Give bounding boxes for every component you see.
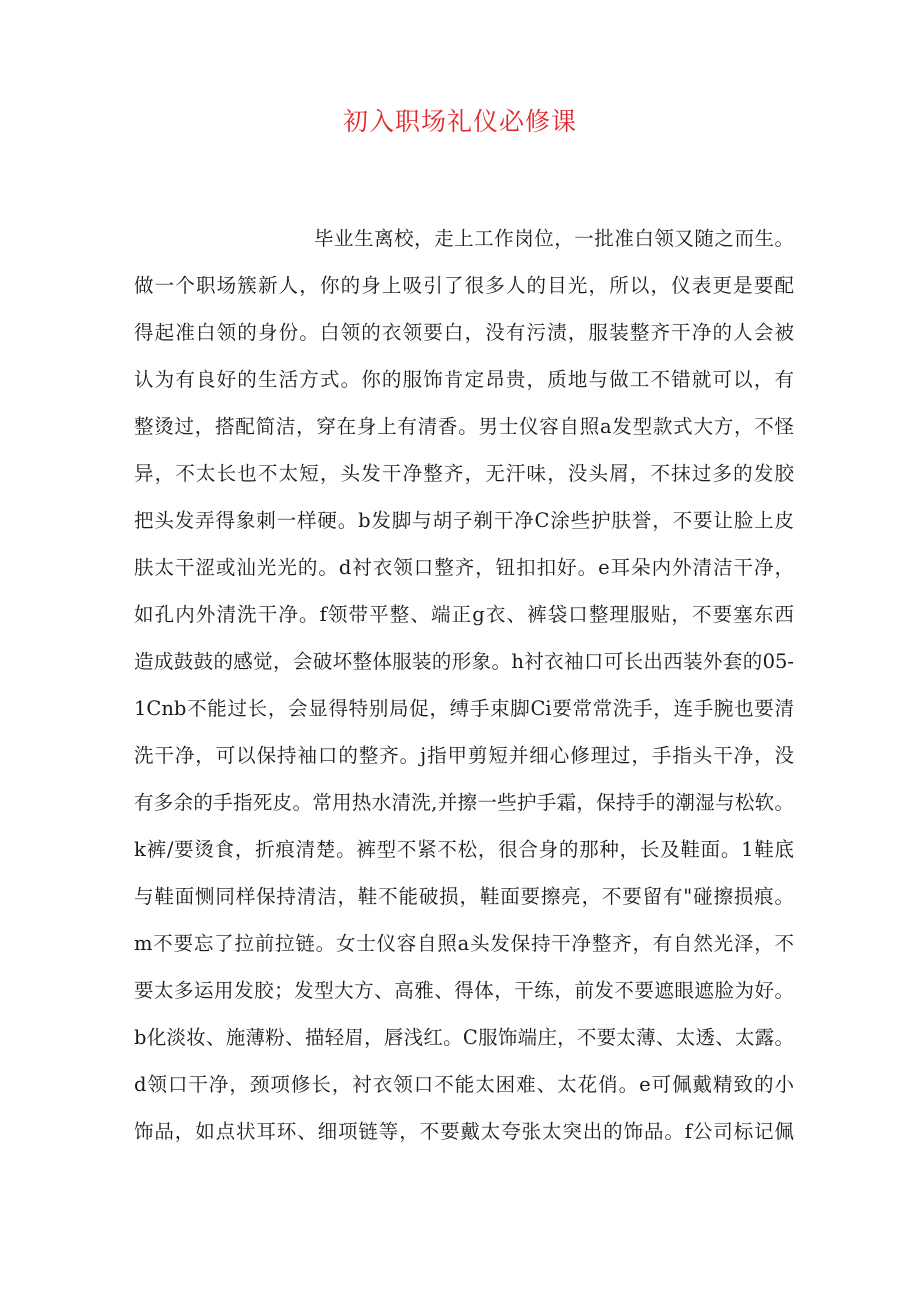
paragraph-line: 如孔内外清洗干净。f领带平整、端正g衣、裤袋口整理服贴，不要塞东西 <box>134 603 794 626</box>
paragraph-line: m不要忘了拉前拉链。女士仪容自照a头发保持干净整齐，有自然光泽，不 <box>134 932 794 955</box>
paragraph-line: 有多余的手指死皮。常用热水清洗,并擦一些护手霜，保持手的潮湿与松软。 <box>134 791 794 814</box>
paragraph-line: 毕业生离校，走上工作岗位，一批准白领又随之而生。 <box>314 227 794 250</box>
paragraph-line: 饰品，如点状耳环、细项链等，不要戴太夸张太突出的饰品。f公司标记佩 <box>134 1120 794 1143</box>
paragraph-line: k裤/要烫食，折痕清楚。裤型不紧不松，很合身的那种，长及鞋面。1鞋底 <box>134 838 794 861</box>
paragraph-line: 要太多运用发胶；发型大方、高雅、得体，干练，前发不要遮眼遮脸为好。 <box>134 979 794 1002</box>
paragraph-line: 与鞋面恻同样保持清洁，鞋不能破损，鞋面要擦亮，不要留有"碰擦损痕。 <box>134 885 794 908</box>
paragraph-line: 造成鼓鼓的感觉，会破坏整体服装的形象。h衬衣袖口可长出西装外套的05- <box>134 650 794 673</box>
paragraph-line: d领口干净，颈项修长，衬衣领口不能太困难、太花俏。e可佩戴精致的小 <box>134 1073 794 1096</box>
paragraph-line: 做一个职场簇新人，你的身上吸引了很多人的目光，所以，仪表更是要配 <box>134 274 794 297</box>
paragraph-line: 洗干净，可以保持袖口的整齐。j指甲剪短并细心修理过，手指头干净，没 <box>134 744 794 767</box>
paragraph-line: 1Cnb不能过长，会显得特别局促，缚手束脚Ci要常常洗手，连手腕也要清 <box>134 697 794 720</box>
paragraph-line: 肤太干涩或汕光光的。d衬衣领口整齐，钮扣扣好。e耳朵内外清洁干净， <box>134 556 794 579</box>
paragraph-line: 得起准白领的身份。白领的衣领要白，没有污渍，服装整齐干净的人会被 <box>134 321 794 344</box>
paragraph-line: 异，不太长也不太短，头发干净整齐，无汗味，没头屑，不抹过多的发胶 <box>134 462 794 485</box>
page-title: 初入职场礼仪必修课 <box>342 107 577 136</box>
paragraph-line: b化淡妆、施薄粉、描轻眉，唇浅红。C服饰端庄，不要太薄、太透、太露。 <box>134 1026 794 1049</box>
paragraph-line: 整烫过，搭配简洁，穿在身上有清香。男士仪容自照a发型款式大方，不怪 <box>134 415 794 438</box>
paragraph-line: 认为有良好的生活方式。你的服饰肯定昂贵，质地与做工不错就可以，有 <box>134 368 794 391</box>
paragraph-line: 把头发弄得象刺一样硬。b发脚与胡子剃干净C涂些护肤誉，不要让脸上皮 <box>134 509 794 532</box>
